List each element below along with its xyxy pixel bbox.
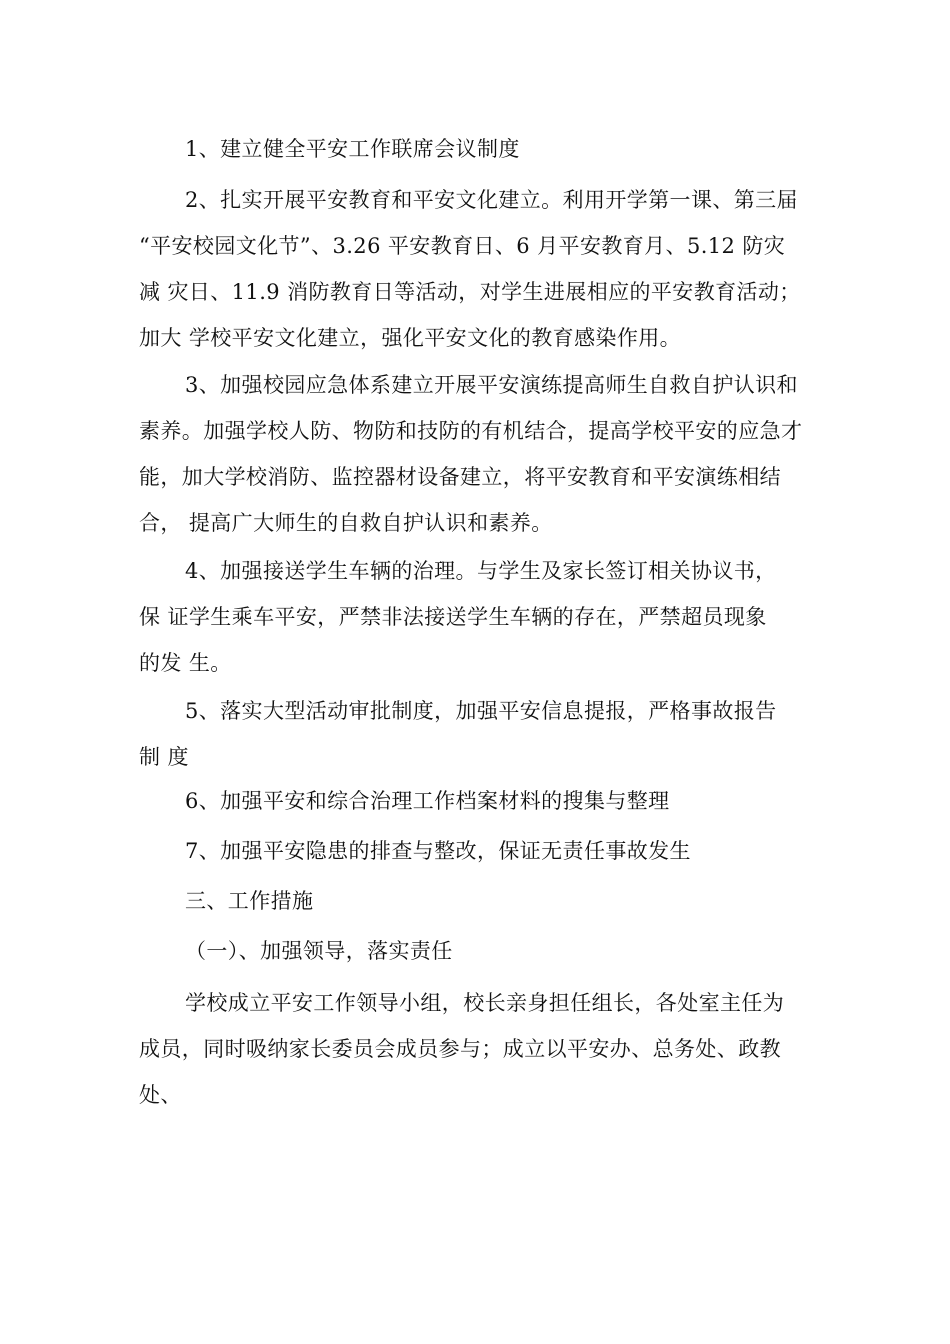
paragraph-line: 成员，同时吸纳家长委员会成员参与；成立以平安办、总务处、政教 (139, 1037, 781, 1061)
paragraph-line: 7、加强平安隐患的排查与整改，保证无责任事故发生 (185, 839, 691, 863)
paragraph-line: 合， 提高广大师生的自救自护认识和素养。 (139, 511, 553, 535)
section-heading-3 (139, 878, 839, 924)
paragraph-line: 素养。加强学校人防、物防和技防的有机结合，提高学校平安的应急才 (139, 419, 803, 443)
paragraph-item-8 (139, 980, 839, 1118)
paragraph-line: 处、 (139, 1083, 182, 1107)
paragraph-line: 4、加强接送学生车辆的治理。与学生及家长签订相关协议书， (185, 559, 777, 583)
paragraph-item-6 (139, 778, 839, 824)
paragraph-line: 保 证学生乘车平安，严禁非法接送学生车辆的存在，严禁超员现象 (139, 605, 767, 629)
paragraph-item-3 (139, 362, 839, 546)
paragraph-line: 3、加强校园应急体系建立开展平安演练提高师生自救自护认识和 (185, 373, 798, 397)
paragraph-line: 制 度 (139, 745, 189, 769)
paragraph-line: 加大 学校平安文化建立，强化平安文化的教育感染作用。 (139, 326, 682, 350)
paragraph-line: 能，加大学校消防、监控器材设备建立，将平安教育和平安演练相结 (139, 465, 781, 489)
paragraph-item-4 (139, 548, 839, 686)
section-heading-text: 三、工作措施 (185, 889, 314, 913)
paragraph-item-7 (139, 828, 839, 874)
paragraph-line: “平安校园文化节”、3.26 平安教育日、6 月平安教育月、5.12 防灾 (139, 234, 786, 258)
paragraph-item-1 (139, 126, 839, 172)
paragraph-item-5 (139, 688, 839, 780)
paragraph-line: 6、加强平安和综合治理工作档案材料的搜集与整理 (185, 789, 670, 813)
paragraph-line: 1、建立健全平安工作联席会议制度 (185, 137, 520, 161)
paragraph-line: 2、扎实开展平安教育和平安文化建立。利用开学第一课、第三届 (185, 188, 798, 212)
paragraph-line: 减 灾日、11.9 消防教育日等活动，对学生进展相应的平安教育活动； (139, 280, 801, 304)
paragraph-item-2 (139, 177, 839, 361)
subsection-heading-text: （一）、加强领导，落实责任 (185, 939, 453, 963)
subsection-heading-3-1 (139, 928, 839, 974)
paragraph-line: 学校成立平安工作领导小组，校长亲身担任组长，各处室主任为 (185, 991, 785, 1015)
paragraph-line: 的发 生。 (139, 651, 232, 675)
paragraph-line: 5、落实大型活动审批制度，加强平安信息提报，严格事故报告 (185, 699, 777, 723)
